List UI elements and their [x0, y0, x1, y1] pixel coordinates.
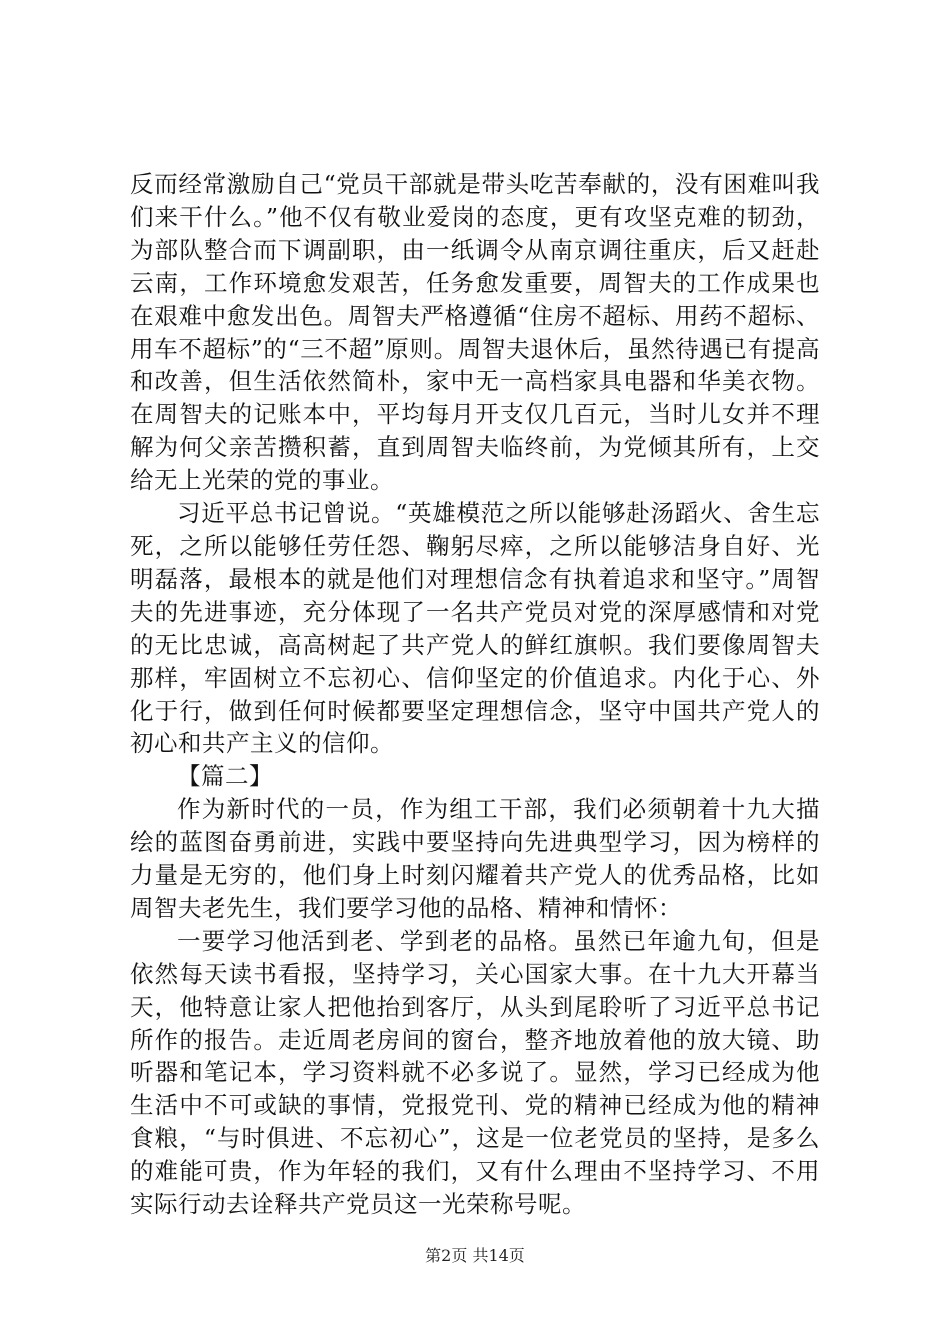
- section-heading: 【篇二】: [177, 762, 273, 791]
- page-footer: 第2页 共14页: [425, 1246, 525, 1265]
- paragraph-3: 作为新时代的一员，作为组工干部，我们必须朝着十九大描绘的蓝图奋勇前进，实践中要坚持向先进典型学习，因为榜样的力量是无穷的，他们身上时刻闪耀着共产党人的优秀品格，比如周智夫老先生，我们要学习他的品格、精神和情怀：: [130, 795, 820, 922]
- document-body: [130, 168, 820, 1221]
- paragraph-4: 一要学习他活到老、学到老的品格。虽然已年逾九旬，但是依然每天读书看报，坚持学习，关心国家大事。在十九大开幕当天，他特意让家人把他抬到客厅，从头到尾聆听了习近平总书记所作的报告。走近周老房间的窗台，整齐地放着他的放大镜、助听器和笔记本，学习资料就不必多说了。显然，学习已经成为他生活中不可或缺的事情，党报党刊、党的精神已经成为他的精神食粮，“与时俱进、不忘初心”，这是一位老党员的坚持，是多么的难能可贵，作为年轻的我们，又有什么理由不坚持学习、不用实际行动去诠释共产党员这一光荣称号呢。: [130, 926, 820, 1219]
- paragraph-1: 反而经常激励自己“党员干部就是带头吃苦奉献的，没有困难叫我们来干什么。”他不仅有敬业爱岗的态度，更有攻坚克难的韧劲，为部队整合而下调副职，由一纸调令从南京调往重庆，后又赶赴云南，工作环境愈发艰苦，任务愈发重要，周智夫的工作成果也在艰难中愈发出色。周智夫严格遵循“住房不超标、用药不超标、用车不超标”的“三不超”原则。周智夫退休后，虽然待遇已有提高和改善，但生活依然简朴，家中无一高档家具电器和华美衣物。在周智夫的记账本中，平均每月开支仅几百元，当时儿女并不理解为何父亲苦攒积蓄，直到周智夫临终前，为党倾其所有，上交给无上光荣的党的事业。: [130, 170, 820, 495]
- paragraph-2: 习近平总书记曾说。“英雄模范之所以能够赴汤蹈火、舍生忘死，之所以能够任劳任怨、鞠躬尽瘁，之所以能够洁身自好、光明磊落，最根本的就是他们对理想信念有执着追求和坚守。”周智夫的先进事迹，充分体现了一名共产党员对党的深厚感情和对党的无比忠诚，高高树起了共产党人的鲜红旗帜。我们要像周智夫那样，牢固树立不忘初心、信仰坚定的价值追求。内化于心、外化于行，做到任何时候都要坚定理想信念，坚守中国共产党人的初心和共产主义的信仰。: [130, 499, 820, 758]
